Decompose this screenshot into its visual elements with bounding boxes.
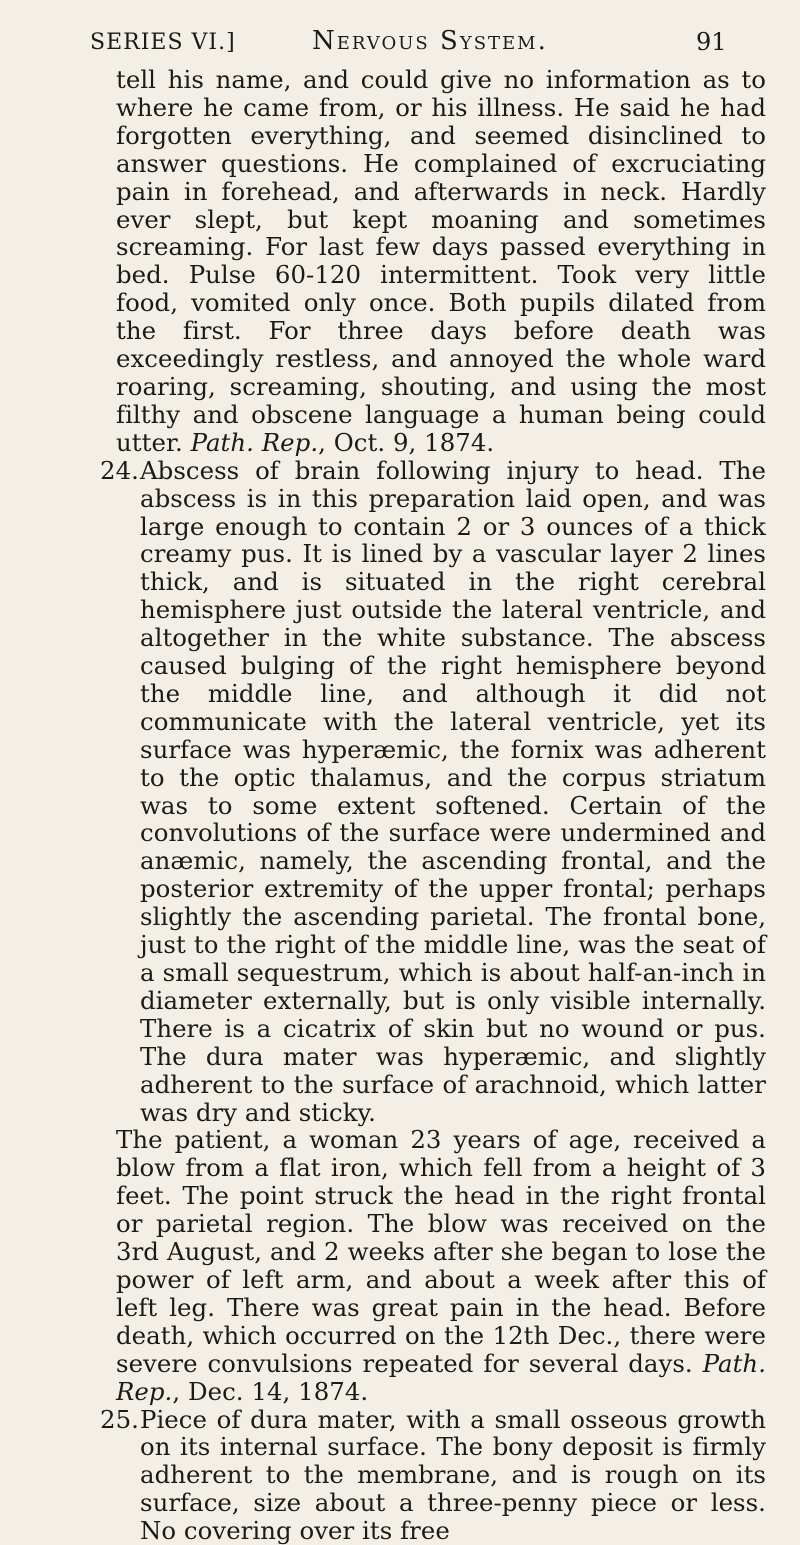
series-label: SERIES VI.] — [90, 30, 236, 55]
specimen-description: Piece of dura mater, with a small osseous growth on its internal surface. The bony deposit is firmly adherent to the membrane, and is rough on its surface, size about a three-penny piece or less. No covering over its free — [140, 1405, 766, 1545]
case-history-text: The patient, a woman 23 years of age, received a blow from a flat iron, which fell from a height of 3 feet. The point struck the head in the right frontal or parietal region. The blow was received on the 3rd August, and 2 weeks after she began to lose the power of left arm, and about a week after this of left leg. There was great pain in the head. Before death, which occurred on the 12th Dec., there were severe convulsions repeated for several days. — [116, 1125, 766, 1377]
specimen-entry-24 — [76, 457, 766, 1127]
reference-source: Path. Rep. — [116, 1349, 766, 1406]
specimen-description: Abscess of brain following injury to head. The abscess is in this preparation laid open, and was large enough to contain 2 or 3 ounces of a thick creamy pus. It is lined by a vascular layer 2 lines thick, and is situated in the right cerebral hemisphere just outside the lateral ventricle, and altogether in the white substance. The abscess caused bulging of the right hemisphere beyond the middle line, and although it did not communicate with the lateral ventricle, yet its surface was hyperæmic, the fornix was adherent to the optic thalamus, and the corpus striatum was to some extent softened. Certain of the convolutions of the surface were undermined and anæmic, namely, the ascending frontal, and the posterior extremity of the upper frontal; perhaps slightly the ascending parietal. The frontal bone, just to the right of the middle line, was the seat of a small sequestrum, which is about half-an-inch in diameter externally, but is only visible internally. There is a cicatrix of skin but no wound or pus. The dura mater was hyperæmic, and slightly adherent to the surface of arachnoid, which latter was dry and sticky. — [140, 456, 766, 1127]
reference-date: , Dec. 14, 1874. — [172, 1377, 368, 1406]
running-title: Nervous System. — [312, 26, 548, 56]
reference-source: Path. Rep. — [191, 428, 319, 457]
specimen-number: 25. — [100, 1406, 140, 1434]
specimen-number: 24. — [100, 457, 140, 485]
case-history-24 — [76, 1126, 766, 1405]
reference-date: , Oct. 9, 1874. — [318, 428, 494, 457]
paragraph-text: tell his name, and could give no information as to where he came from, or his illness. He said he had forgotten everything, and seemed disinclined to answer questions. He complained of excruciating pain in forehead, and afterwards in neck. Hardly ever slept, but kept moaning and sometimes screaming. For last few days passed everything in bed. Pulse 60-120 intermittent. Took very little food, vomited only once. Both pupils dilated from the first. For three days before death was exceedingly restless, and annoyed the whole ward roaring, screaming, shouting, and using the most filthy and obscene language a human being could utter. — [116, 65, 766, 457]
running-header — [90, 26, 800, 60]
paragraph-case-continuation — [76, 66, 766, 457]
page-body — [76, 66, 766, 1545]
specimen-entry-25 — [76, 1406, 766, 1545]
page-number: 91 — [696, 28, 727, 56]
